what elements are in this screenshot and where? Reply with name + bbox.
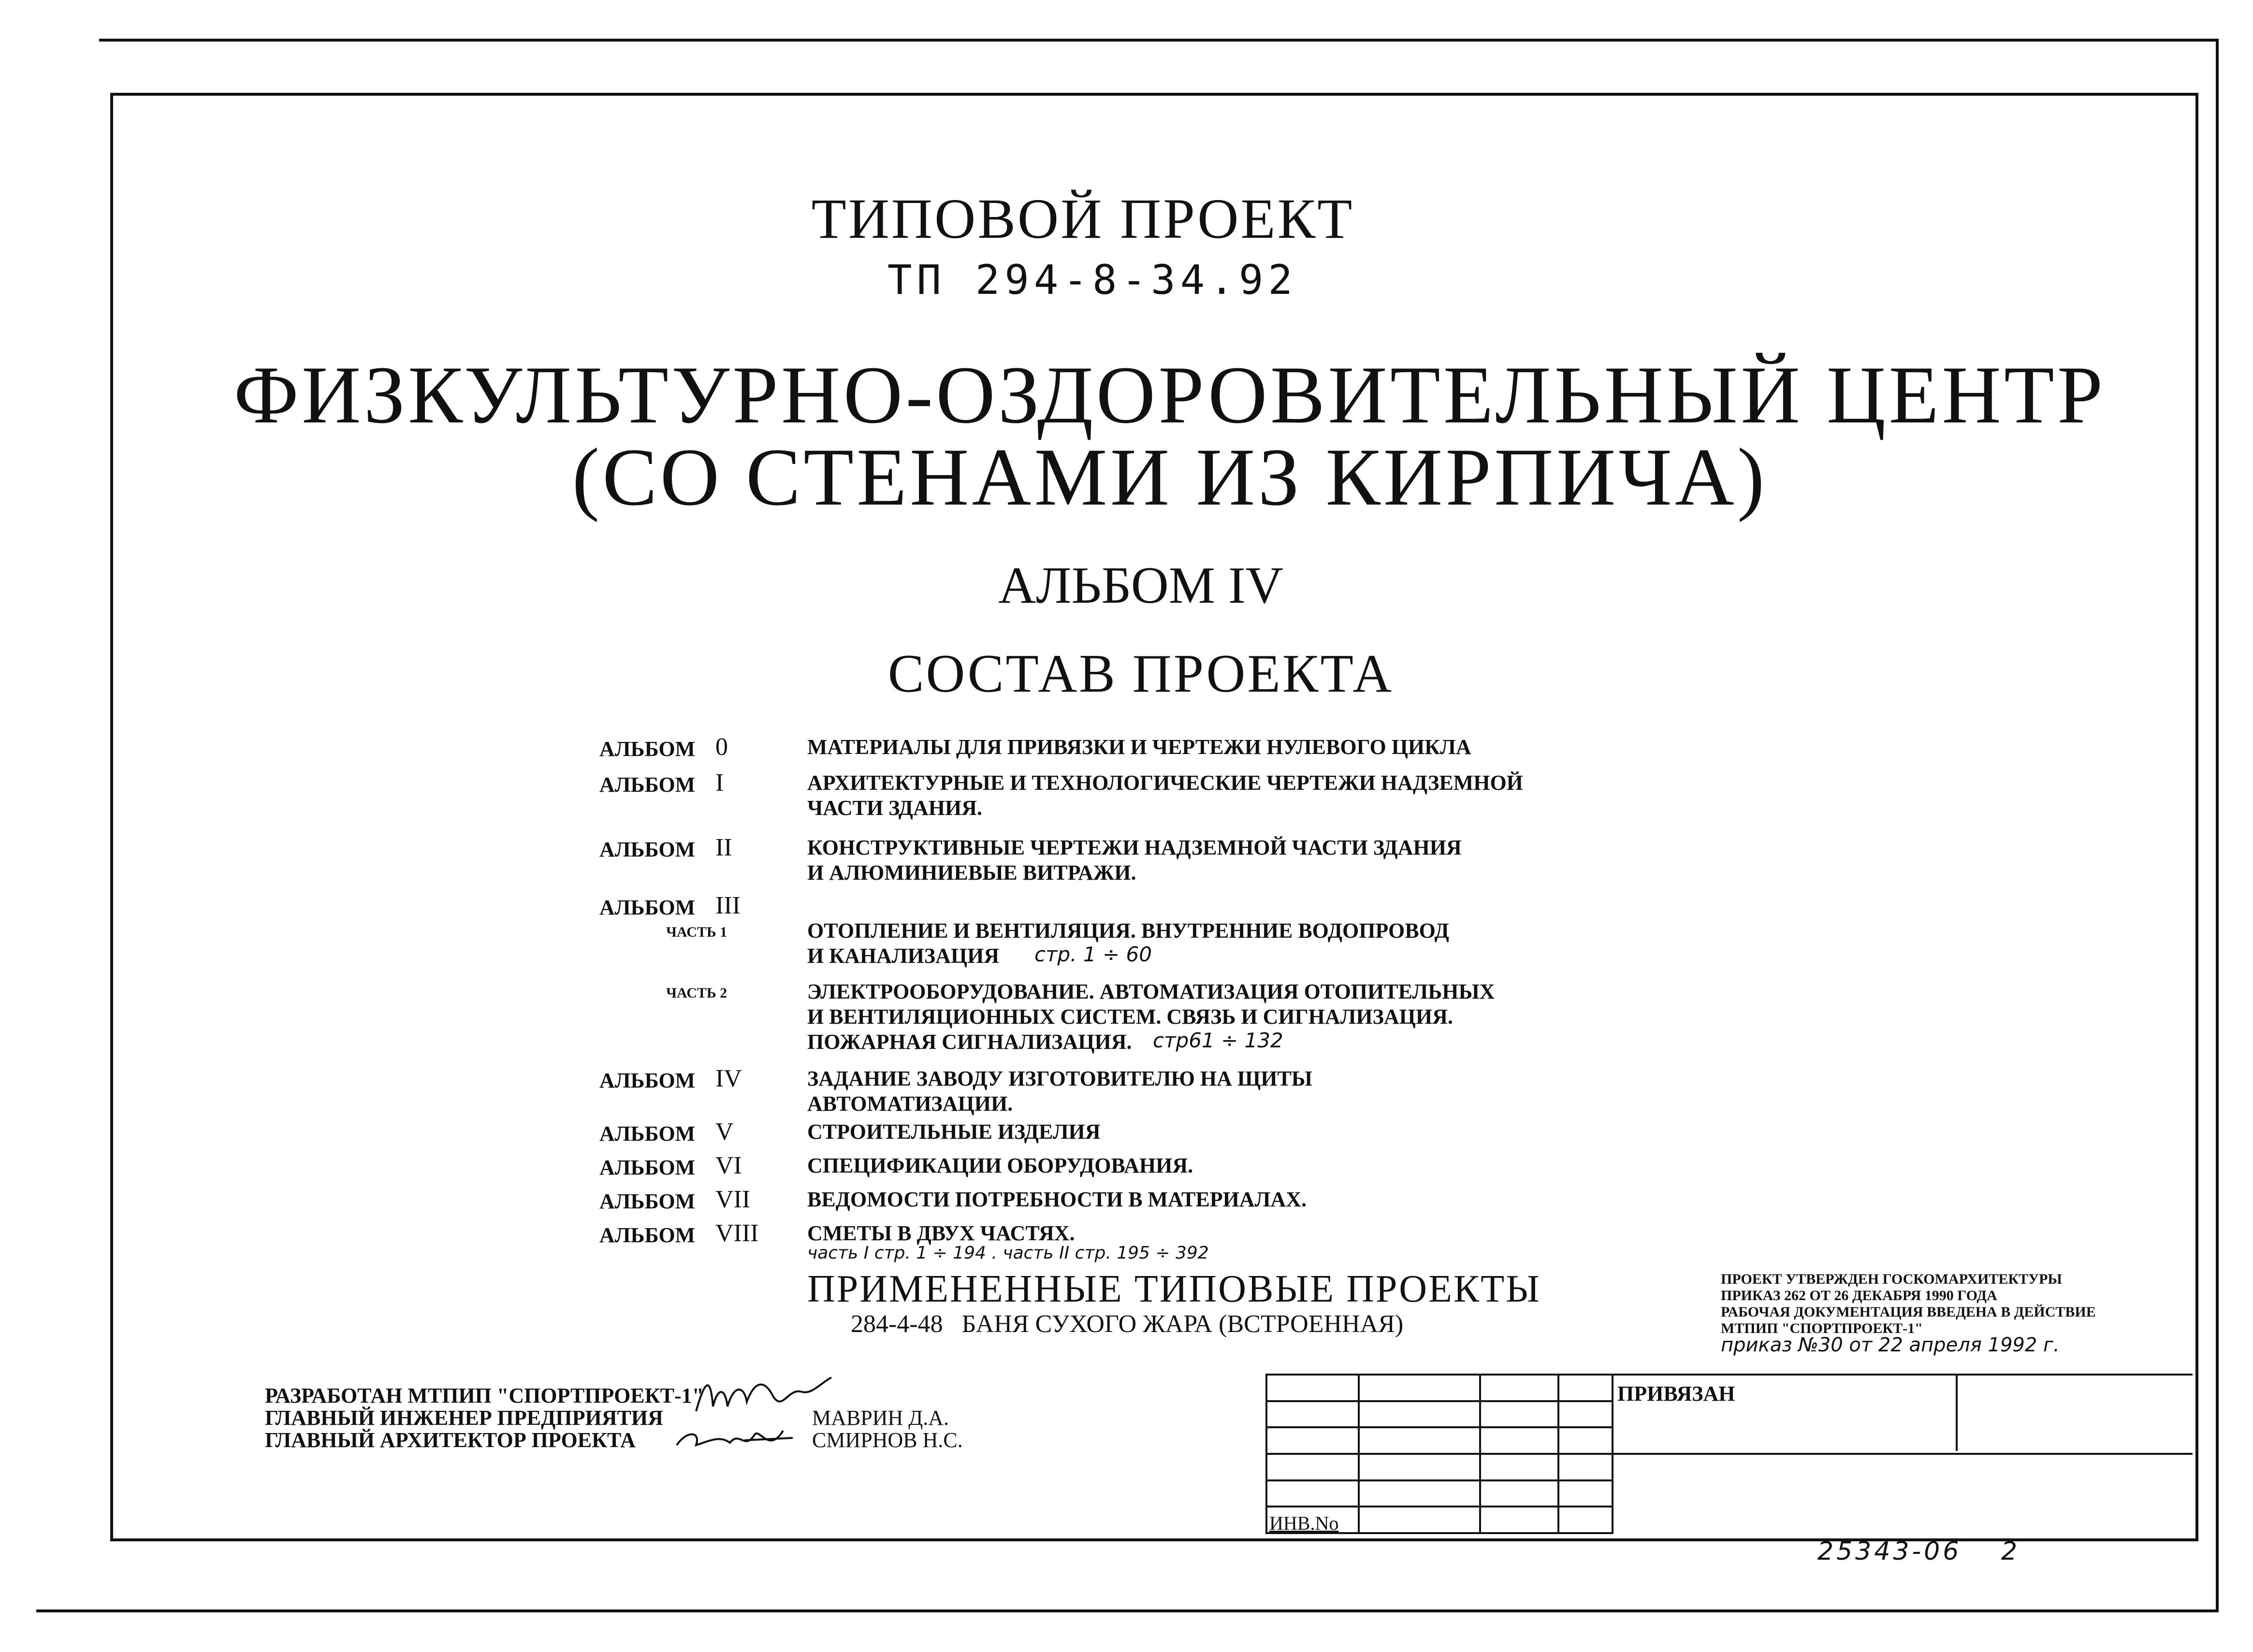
handwritten-signature-engineer (691, 1368, 836, 1421)
title-line-2: (СО СТЕНАМИ ИЗ КИРПИЧА) (572, 432, 1768, 522)
top-border-line (99, 39, 2219, 42)
project-kind: ТИПОВОЙ ПРОЕКТ (811, 187, 1354, 250)
title-line-1: ФИЗКУЛЬТУРНО-ОЗДОРОВИТЕЛЬНЫЙ ЦЕНТР (233, 349, 2106, 440)
album-number: IV (715, 1065, 742, 1092)
album-description: АВТОМАТИЗАЦИИ. (807, 1092, 1013, 1116)
stamp-grid (1265, 1374, 1613, 1534)
album-number: V (715, 1118, 734, 1145)
section-heading: СОСТАВ ПРОЕКТА (887, 644, 1394, 704)
album-title: АЛЬБОМ IV (998, 557, 1283, 614)
project-code: ТП 294-8-34.92 (887, 256, 1297, 304)
sheet-code: 25343-06 (1817, 1537, 1962, 1566)
linked-label: ПРИВЯЗАН (1617, 1382, 1735, 1406)
stamp-divider (1956, 1374, 1958, 1451)
approval-line: ПРИКАЗ 262 ОТ 26 ДЕКАБРЯ 1990 ГОДА (1721, 1288, 1997, 1304)
sheet-number: 2 (2001, 1537, 2018, 1566)
album-number: 0 (715, 733, 728, 761)
approval-line: МТПИП "СПОРТПРОЕКТ-1" (1721, 1320, 1923, 1336)
album-description: КОНСТРУКТИВНЫЕ ЧЕРТЕЖИ НАДЗЕМНОЙ ЧАСТИ ЗДАНИЯ (807, 836, 1462, 859)
album-label: АЛЬБОМ (599, 838, 696, 861)
album-label: АЛЬБОМ (599, 773, 696, 797)
album-number: III (715, 892, 741, 919)
page-range-note: часть I стр. 1 ÷ 194 . часть II стр. 195 ÷ 392 (807, 1243, 1209, 1263)
album-description: И АЛЮМИНИЕВЫЕ ВИТРАЖИ. (807, 861, 1136, 884)
approval-order: приказ №30 от 22 апреля 1992 г. (1721, 1334, 2060, 1356)
album-label: АЛЬБОМ (599, 1069, 696, 1092)
album-description: ВЕДОМОСТИ ПОТРЕБНОСТИ В МАТЕРИАЛАХ. (807, 1188, 1307, 1211)
applied-project-item: 284-4-48 БАНЯ СУХОГО ЖАРА (ВСТРОЕННАЯ) (851, 1310, 1404, 1338)
chief-architect-role: ГЛАВНЫЙ АРХИТЕКТОР ПРОЕКТА (265, 1428, 636, 1452)
album-label: АЛЬБОМ (599, 737, 696, 761)
album-label: АЛЬБОМ (599, 1189, 696, 1213)
album-number: II (715, 834, 732, 861)
applied-projects-heading: ПРИМЕНЕННЫЕ ТИПОВЫЕ ПРОЕКТЫ (807, 1268, 1541, 1310)
inventory-label: ИНВ.No (1269, 1512, 1339, 1534)
album-number: I (715, 769, 724, 797)
album-description: И ВЕНТИЛЯЦИОННЫХ СИСТЕМ. СВЯЗЬ И СИГНАЛИЗАЦИЯ. (807, 1005, 1453, 1029)
album-description: МАТЕРИАЛЫ ДЛЯ ПРИВЯЗКИ И ЧЕРТЕЖИ НУЛЕВОГО ЦИКЛА (807, 735, 1471, 759)
album-label: АЛЬБОМ (599, 1156, 696, 1179)
album-number: VI (715, 1152, 742, 1179)
album-number: VIII (715, 1219, 759, 1247)
album-description: ЧАСТИ ЗДАНИЯ. (807, 796, 983, 820)
album-description: ЗАДАНИЕ ЗАВОДУ ИЗГОТОВИТЕЛЮ НА ЩИТЫ (807, 1067, 1312, 1090)
page-range-note: стр. 1 ÷ 60 (1034, 942, 1152, 966)
album-number: VII (715, 1186, 751, 1213)
page-range-note: стр61 ÷ 132 (1153, 1029, 1283, 1052)
album-description: ОТОПЛЕНИЕ И ВЕНТИЛЯЦИЯ. ВНУТРЕННИЕ ВОДОПРОВОД (807, 919, 1449, 942)
approval-line: РАБОЧАЯ ДОКУМЕНТАЦИЯ ВВЕДЕНА В ДЕЙСТВИЕ (1721, 1304, 2096, 1320)
album-label: АЛЬБОМ (599, 896, 696, 919)
album-description: И КАНАЛИЗАЦИЯ (807, 944, 1000, 968)
album-label: АЛЬБОМ (599, 1122, 696, 1145)
part-label: ЧАСТЬ 2 (666, 985, 727, 1001)
album-label: АЛЬБОМ (599, 1223, 696, 1247)
album-description: СМЕТЫ В ДВУХ ЧАСТЯХ. (807, 1221, 1075, 1245)
bottom-border-line (36, 1609, 2219, 1612)
album-description: ПОЖАРНАЯ СИГНАЛИЗАЦИЯ. (807, 1030, 1132, 1054)
album-description: АРХИТЕКТУРНЫЕ И ТЕХНОЛОГИЧЕСКИЕ ЧЕРТЕЖИ НАДЗЕМНОЙ (807, 771, 1523, 795)
album-description: ЭЛЕКТРООБОРУДОВАНИЕ. АВТОМАТИЗАЦИЯ ОТОПИТЕЛЬНЫХ (807, 980, 1495, 1003)
chief-engineer-role: ГЛАВНЫЙ ИНЖЕНЕР ПРЕДПРИЯТИЯ (265, 1406, 663, 1430)
handwritten-signature-architect (672, 1416, 798, 1460)
approval-line: ПРОЕКТ УТВЕРЖДЕН ГОСКОМАРХИТЕКТУРЫ (1721, 1271, 2062, 1287)
part-label: ЧАСТЬ 1 (666, 924, 727, 940)
chief-engineer-name: МАВРИН Д.А. (812, 1406, 949, 1430)
chief-architect-name: СМИРНОВ Н.С. (812, 1428, 963, 1452)
album-description: СТРОИТЕЛЬНЫЕ ИЗДЕЛИЯ (807, 1120, 1101, 1144)
album-description: СПЕЦИФИКАЦИИ ОБОРУДОВАНИЯ. (807, 1154, 1193, 1177)
right-border-line (2216, 39, 2219, 1612)
developed-by: РАЗРАБОТАН МТПИП "СПОРТПРОЕКТ-1" (265, 1384, 704, 1407)
